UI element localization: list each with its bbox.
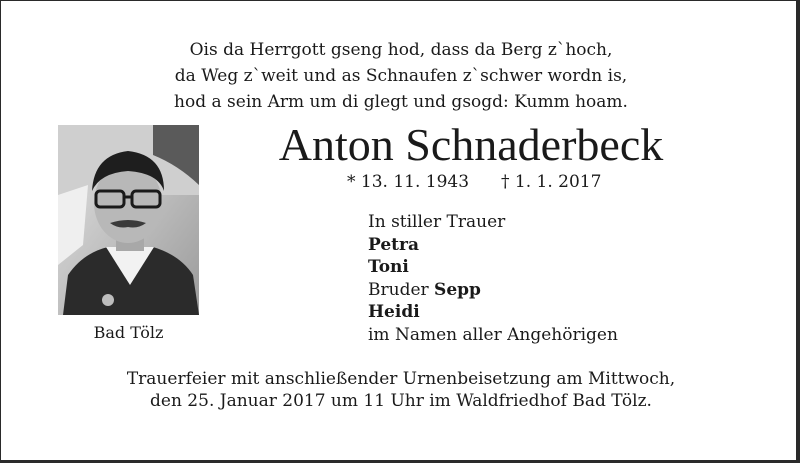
brother-label: Bruder (368, 279, 429, 300)
death-date: † 1. 1. 2017 (501, 172, 602, 192)
portrait-photo (58, 125, 199, 315)
funeral-service-info (1, 368, 800, 412)
deceased-name: Anton Schnaderbeck (278, 119, 664, 170)
birth-date: * 13. 11. 1943 (347, 172, 470, 192)
mourner-name: Sepp (434, 279, 481, 300)
mourners-intro: In stiller Trauer (368, 212, 506, 232)
service-line-1: Trauerfeier mit anschließender Urnenbeisetzung am Mittwoch, (126, 369, 676, 389)
memorial-poem (1, 37, 800, 115)
photo-caption: Bad Tölz (93, 323, 164, 342)
poem-line-3: hod a sein Arm um di glegt und gsogd: Kumm hoam. (174, 92, 628, 112)
mourners-closing: im Namen aller Angehörigen (368, 324, 618, 345)
service-line-2: den 25. Januar 2017 um 11 Uhr im Waldfriedhof Bad Tölz. (150, 391, 652, 411)
mourner-brother (368, 279, 618, 302)
portrait-image (58, 125, 199, 315)
poem-line-2: da Weg z`weit und as Schnaufen z`schwer wordn is, (174, 66, 628, 86)
mourner-name: Toni (368, 257, 409, 278)
mourner-name: Heidi (368, 302, 420, 323)
poem-line-1: Ois da Herrgott gseng hod, dass da Berg z`hoch, (189, 40, 613, 60)
mourners-list (368, 211, 618, 347)
mourner-name: Petra (368, 234, 419, 255)
